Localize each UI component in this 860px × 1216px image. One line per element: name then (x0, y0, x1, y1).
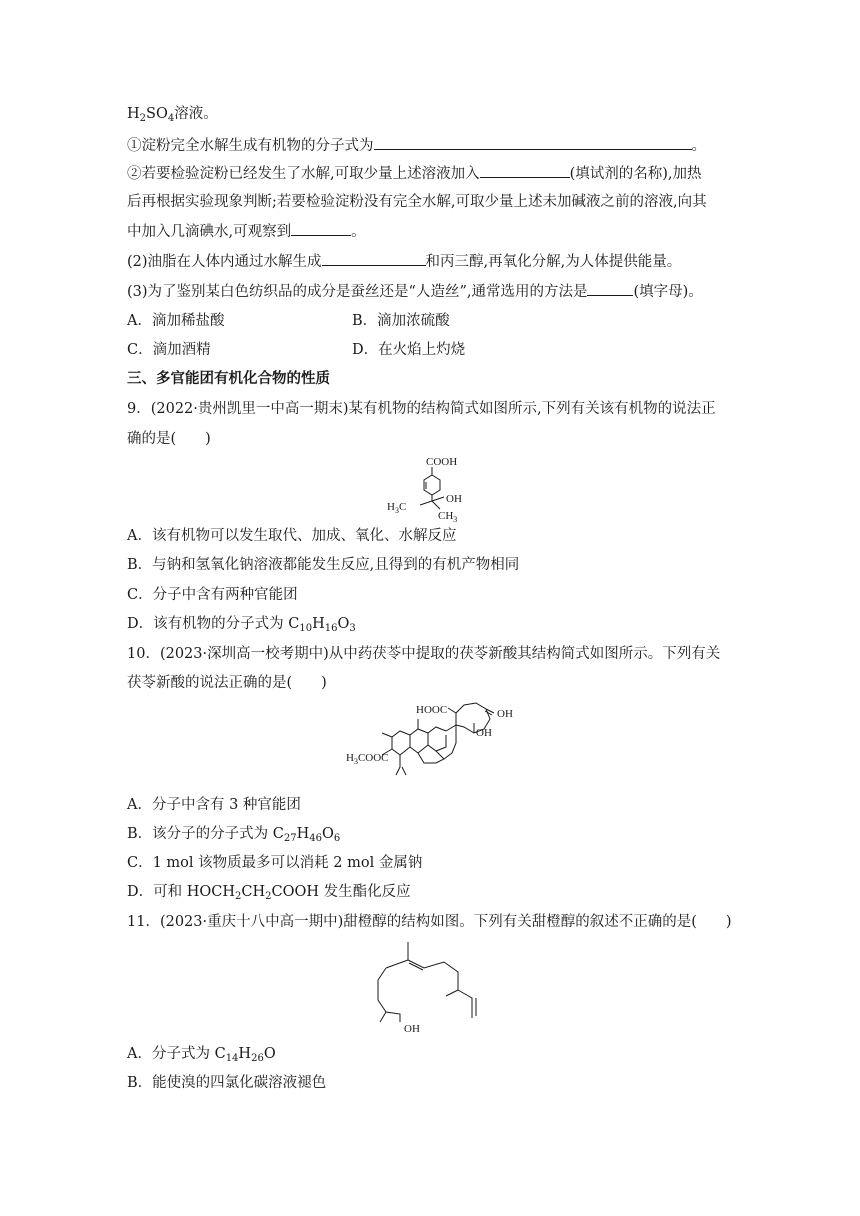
q9-option-b: B．与钠和氢氧化钠溶液都能发生反应,且得到的有机产物相同 (127, 557, 520, 573)
question-8-2-line2: 后再根据实验现象判断;若要检验淀粉没有完全水解,可取少量上述未加碱液之前的溶液,向其 (127, 194, 707, 210)
svg-text:HOOC: HOOC (416, 704, 448, 716)
question-9-line1: 9．(2022·贵州凯里一中高一期末)某有机物的结构简式如图所示,下列有关该有机物的说法正 (127, 401, 716, 417)
section-heading: 三、多官能团有机化合物的性质 (127, 371, 330, 387)
question-8-2-line3: 中加入几滴碘水,可观察到 。 (127, 221, 366, 242)
q11-option-b: B．能使溴的四氯化碳溶液褪色 (127, 1075, 327, 1091)
option-d: D．在火焰上灼烧 (352, 342, 466, 358)
question-8-1: ①淀粉完全水解生成有机物的分子式为 。 (127, 135, 706, 156)
svg-text:OH: OH (446, 493, 462, 505)
question-10-line1: 10．(2023·深圳高一校考期中)从中药茯苓中提取的茯苓新酸其结构简式如图所示。下列有关 (127, 646, 721, 662)
q9-option-d: D．该有机物的分子式为 $C_{10}H_{16}O_3$ (127, 616, 356, 634)
structure-q11 (368, 938, 498, 1042)
h2so4-line: $H_2SO_4$溶液。 (127, 106, 218, 124)
option-b: B．滴加浓硫酸 (352, 313, 450, 329)
answer-blank[interactable] (374, 135, 692, 150)
structure-q9 (380, 452, 490, 522)
question-8-2-line1: ②若要检验淀粉已经发生了水解,可取少量上述溶液加入 (填试剂的名称),加热 (127, 163, 702, 184)
svg-text:COOH: COOH (426, 456, 458, 468)
svg-text:CH3: $CH_3$ (438, 510, 458, 522)
q11-option-a: A．分子式为 $C_{14}H_{26}O$ (127, 1046, 276, 1064)
question-8-3: (2)油脂在人体内通过水解生成 和丙三醇,再氧化分解,为人体提供能量。 (127, 251, 681, 272)
answer-blank[interactable] (587, 281, 633, 296)
q10-option-b: B．该分子的分子式为 $C_{27}H_{46}O_6$ (127, 826, 341, 844)
answer-blank[interactable] (480, 163, 570, 178)
svg-text:H3C: $H_3C$ (387, 501, 407, 515)
svg-text:OH: OH (404, 1023, 420, 1035)
q10-option-d: D．可和 $HOCH_2CH_2COOH$ 发生酯化反应 (127, 884, 411, 902)
q10-option-a: A．分子中含有 3 种官能团 (127, 797, 301, 813)
q10-option-c: C．1 mol 该物质最多可以消耗 2 mol 金属钠 (127, 855, 423, 871)
option-c: C．滴加酒精 (127, 342, 211, 358)
question-9-line2: 确的是( ) (127, 431, 211, 447)
question-10-line2: 茯苓新酸的说法正确的是( ) (127, 675, 327, 691)
question-11-line1: 11．(2023·重庆十八中高一期中)甜橙醇的结构如图。下列有关甜橙醇的叙述不正确的是( ) (127, 914, 732, 930)
q9-option-c: C．分子中含有两种官能团 (127, 587, 298, 603)
question-8-4: (3)为了鉴别某白色纺织品的成分是蚕丝还是“人造丝”,通常选用的方法是 (填字母)。 (127, 281, 703, 302)
svg-text:OH: OH (476, 727, 492, 739)
structure-q10 (340, 695, 540, 785)
q9-option-a: A．该有机物可以发生取代、加成、氧化、水解反应 (127, 528, 457, 544)
answer-blank[interactable] (291, 221, 351, 236)
svg-text:H3COOC: $H_3COOC$ (346, 752, 389, 766)
svg-text:OH: OH (497, 708, 513, 720)
answer-blank[interactable] (322, 251, 426, 266)
option-a: A．滴加稀盐酸 (127, 313, 225, 329)
